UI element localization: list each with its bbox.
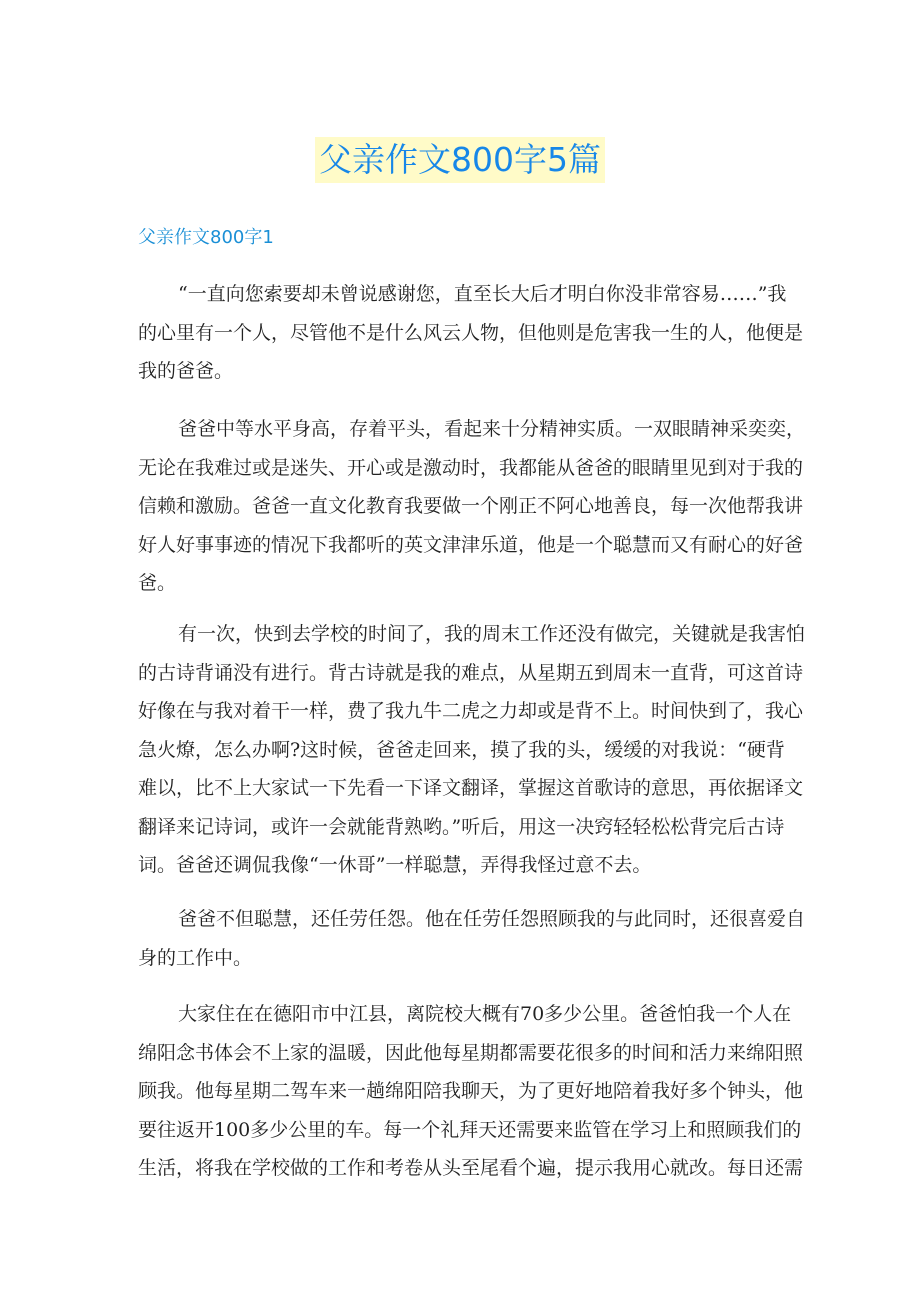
paragraph-1	[138, 275, 804, 391]
paragraph-3	[138, 615, 806, 885]
paragraph-line: “一直向您索要却未曾说感谢您，直至长大后才明白你没非常容易……”我	[178, 283, 787, 305]
paragraph-5	[138, 995, 804, 1188]
paragraph-line: 好像在与我对着干一样，费了我九牛二虎之力却或是背不上。时间快到了，我心	[138, 700, 804, 722]
paragraph-line: 急火燎，怎么办啊?这时候，爸爸走回来，摸了我的头，缓缓的对我说：“硬背	[138, 738, 785, 761]
paragraph-line: 翻译来记诗词，或许一会就能背熟哟。”听后，用这一决窍轻轻松松背完后古诗	[138, 815, 785, 838]
title-container	[0, 137, 920, 183]
paragraph-2	[138, 410, 806, 603]
paragraph-line: 我的爸爸。	[138, 360, 234, 382]
paragraph-line: 爸爸中等水平身高，存着平头，看起来十分精神实质。一双眼睛神采奕奕，	[178, 418, 806, 440]
paragraph-line: 的心里有一个人，尽管他不是什么风云人物，但他则是危害我一生的人，他便是	[138, 321, 804, 344]
paragraph-line: 词。爸爸还调侃我像“一休哥”一样聪慧，弄得我怪过意不去。	[138, 854, 652, 876]
paragraph-line: 的古诗背诵没有进行。背古诗就是我的难点，从星期五到周末一直背，可这首诗	[138, 661, 804, 684]
paragraph-line: 爸爸不但聪慧，还任劳任怨。他在任劳任怨照顾我的与此同时，还很喜爱自	[178, 908, 806, 930]
paragraph-line: 绵阳念书体会不上家的温暖，因此他每星期都需要花很多的时间和活力来绵阳照	[138, 1041, 804, 1064]
paragraph-line: 有一次，快到去学校的时间了，我的周末工作还没有做完，关键就是我害怕	[178, 623, 806, 645]
paragraph-line: 难以，比不上大家试一下先看一下译文翻译，掌握这首歌诗的意思，再依据译文	[138, 777, 804, 799]
paragraph-line: 大家住在在德阳市中江县，离院校大概有70多少公里。爸爸怕我一个人在	[178, 1003, 792, 1025]
paragraph-line: 顾我。他每星期二驾车来一趟绵阳陪我聊天，为了更好地陪着我好多个钟头，他	[138, 1080, 804, 1102]
paragraph-line: 无论在我难过或是迷失、开心或是激动时，我都能从爸爸的眼睛里见到对于我的	[138, 456, 804, 479]
paragraph-line: 要往返开100多少公里的车。每一个礼拜天还需要来监管在学习上和照顾我们的	[138, 1118, 802, 1141]
paragraph-4	[138, 900, 806, 977]
paragraph-line: 爸。	[138, 572, 177, 594]
paragraph-line: 好人好事事迹的情况下我都听的英文津津乐道，他是一个聪慧而又有耐心的好爸	[138, 533, 804, 556]
section-heading: 父亲作文800字1	[138, 227, 274, 248]
paragraph-line: 身的工作中。	[138, 946, 253, 969]
paragraph-line: 信赖和激励。爸爸一直文化教育我要做一个刚正不阿心地善良，每一次他帮我讲	[138, 495, 804, 517]
document-title: 父亲作文800字5篇	[315, 137, 605, 183]
paragraph-line: 生活，将我在学校做的工作和考卷从头至尾看个遍，提示我用心就改。每日还需	[138, 1157, 804, 1179]
